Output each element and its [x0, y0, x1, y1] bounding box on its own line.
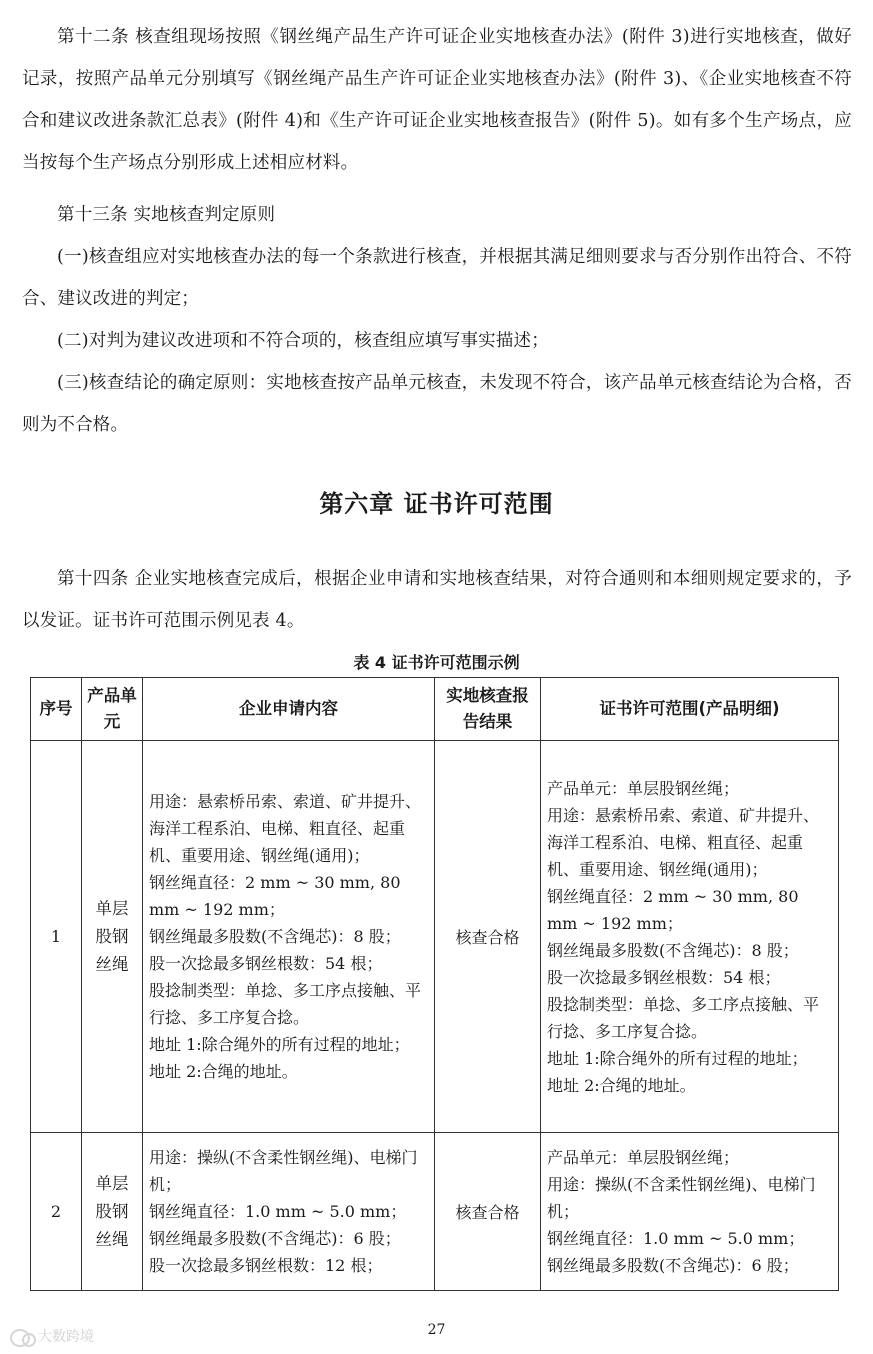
- header-application: 企业申请内容: [143, 678, 435, 741]
- application-line: 钢丝绳最多股数(不含绳芯)：6 股；: [149, 1229, 401, 1248]
- application-line: 地址 1:除合绳外的所有过程的地址；: [149, 1035, 410, 1054]
- article-14-paragraph: 第十四条 企业实地核查完成后，根据企业申请和实地核查结果，对符合通则和本细则规定要求的，予以发证。证书许可范围示例见表 4。: [22, 569, 852, 631]
- table-header-row: [31, 678, 839, 741]
- watermark-logo-icon: [8, 1325, 34, 1347]
- watermark: [8, 1325, 94, 1347]
- scope-line: 钢丝绳最多股数(不含绳芯)：8 股；: [547, 940, 799, 960]
- scope-line: 产品单元：单层股钢丝绳；: [547, 778, 740, 798]
- article-13-heading: 第十三条 实地核查判定原则: [57, 205, 276, 225]
- cell-product-unit: 单层股钢丝绳: [82, 741, 143, 1133]
- application-line: 用途：操纵(不含柔性钢丝绳)、电梯门机；: [149, 1148, 418, 1194]
- cell-scope: [541, 741, 839, 1133]
- scope-line: 地址 1:除合绳外的所有过程的地址；: [547, 1048, 808, 1068]
- table-caption: 表 4 证书许可范围示例: [353, 653, 520, 672]
- article-13-item-3: (三)核查结论的确定原则：实地核查按产品单元核查，未发现不符合，该产品单元核查结论为合格，否则为不合格。: [22, 373, 852, 435]
- table-row: [31, 741, 839, 1133]
- scope-line: 股一次捻最多钢丝根数：54 根；: [547, 967, 781, 987]
- application-line: 地址 2:合绳的地址。: [149, 1062, 298, 1081]
- scope-line: 钢丝绳直径：1.0 mm ~ 5.0 mm；: [547, 1229, 805, 1248]
- chapter-title: 第六章 证书许可范围: [319, 490, 554, 518]
- cell-application: [143, 1133, 435, 1291]
- scope-line: 股捻制类型：单捻、多工序点接触、平行捻、多工序复合捻。: [547, 994, 820, 1041]
- cell-result: 核查合格: [435, 1133, 541, 1291]
- article-12-paragraph: 第十二条 核查组现场按照《钢丝绳产品生产许可证企业实地核查办法》(附件 3)进行实地核查，做好记录，按照产品单元分别填写《钢丝绳产品生产许可证企业实地核查办法》(附件 3)、《企业实地核查不符合和建议改进条款汇总表》(附件 4)和《生产许可证企业实地核查报告》(附件 5)。如有多个生产场点，应当按每个生产场点分别形成上述相应材料。: [22, 27, 852, 173]
- header-unit: 产品单元: [82, 678, 143, 741]
- cell-application: [143, 741, 435, 1133]
- article-13-item-2: (二)对判为建议改进项和不符合项的，核查组应填写事实描述；: [57, 331, 549, 351]
- cell-result: 核查合格: [435, 741, 541, 1133]
- header-scope: 证书许可范围(产品明细): [541, 678, 839, 741]
- application-line: 钢丝绳直径：1.0 mm ~ 5.0 mm；: [149, 1202, 407, 1221]
- watermark-text: 大数跨境: [38, 1329, 94, 1345]
- table-body: [31, 741, 839, 1291]
- scope-line: 钢丝绳最多股数(不含绳芯)：6 股；: [547, 1256, 799, 1275]
- application-line: 股一次捻最多钢丝根数：54 根；: [149, 954, 383, 973]
- application-line: 用途：悬索桥吊索、索道、矿井提升、海洋工程系泊、电梯、粗直径、起重机、重要用途、钢丝绳(通用)；: [149, 792, 422, 865]
- scope-line: 产品单元：单层股钢丝绳；: [547, 1148, 740, 1167]
- scope-line: 钢丝绳直径：2 mm ~ 30 mm, 80 mm ~ 192 mm；: [547, 886, 799, 933]
- scope-line: 用途：悬索桥吊索、索道、矿井提升、海洋工程系泊、电梯、粗直径、起重机、重要用途、钢丝绳(通用)；: [547, 805, 820, 879]
- application-line: 钢丝绳直径：2 mm ~ 30 mm, 80 mm ~ 192 mm；: [149, 873, 401, 919]
- permit-scope-table: [30, 677, 839, 1291]
- table-row: [31, 1133, 839, 1291]
- cell-no: 1: [31, 741, 82, 1133]
- cell-scope: [541, 1133, 839, 1291]
- scope-line: 用途：操纵(不含柔性钢丝绳)、电梯门机；: [547, 1175, 816, 1221]
- application-line: 股一次捻最多钢丝根数：12 根；: [149, 1256, 383, 1275]
- page-number: 27: [427, 1322, 446, 1338]
- application-line: 股捻制类型：单捻、多工序点接触、平行捻、多工序复合捻。: [149, 981, 422, 1027]
- header-result: 实地核查报告结果: [435, 678, 541, 741]
- article-13-item-1: (一)核查组应对实地核查办法的每一个条款进行核查，并根据其满足细则要求与否分别作出符合、不符合、建议改进的判定；: [22, 247, 852, 309]
- application-line: 钢丝绳最多股数(不含绳芯)：8 股；: [149, 927, 401, 946]
- scope-line: 地址 2:合绳的地址。: [547, 1075, 696, 1095]
- cell-product-unit: 单层股钢丝绳: [82, 1133, 143, 1291]
- cell-no: 2: [31, 1133, 82, 1291]
- header-no: 序号: [31, 678, 82, 741]
